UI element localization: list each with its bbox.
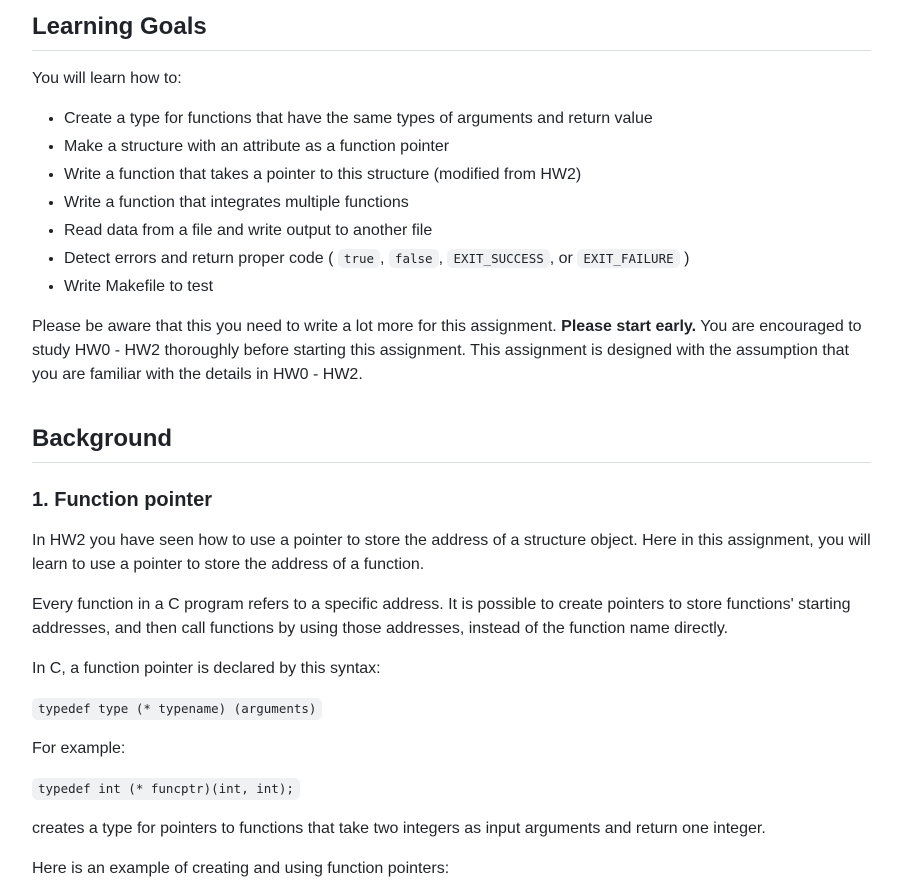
code-line bbox=[32, 777, 871, 801]
list-item-text: Write a function that takes a pointer to this structure (modified from HW2) bbox=[64, 166, 582, 183]
learning-goals-heading: Learning Goals bbox=[32, 0, 871, 51]
paragraph: For example: bbox=[32, 740, 126, 757]
code-line bbox=[32, 697, 871, 721]
list-item-text: Read data from a file and write output to another file bbox=[64, 222, 433, 239]
syntax-code: typedef type (* typename) (arguments) bbox=[32, 698, 322, 720]
separator: , bbox=[438, 250, 448, 267]
assignment-notice bbox=[32, 315, 871, 387]
list-item-prefix: Detect errors and return proper code ( bbox=[64, 250, 334, 267]
list-item bbox=[64, 219, 871, 243]
list-item bbox=[64, 275, 871, 299]
list-item-text: Make a structure with an attribute as a function pointer bbox=[64, 138, 450, 155]
paragraph: In HW2 you have seen how to use a pointer to store the address of a structure object. Here in this assignment, you will learn to use a pointer to store the address of a function. bbox=[32, 532, 871, 573]
code-exit-success: EXIT_SUCCESS bbox=[447, 249, 549, 268]
list-item bbox=[64, 107, 871, 131]
list-item bbox=[64, 191, 871, 215]
code-exit-failure: EXIT_FAILURE bbox=[577, 249, 679, 268]
list-item bbox=[64, 163, 871, 187]
list-item bbox=[64, 247, 871, 271]
example-code: typedef int (* funcptr)(int, int); bbox=[32, 778, 300, 800]
code-false: false bbox=[389, 249, 439, 268]
list-item-text: Write a function that integrates multiple functions bbox=[64, 194, 409, 211]
list-item-text: Write Makefile to test bbox=[64, 278, 214, 295]
learning-goals-list bbox=[32, 107, 871, 299]
paragraph: Every function in a C program refers to a specific address. It is possible to create pointers to store functions' starting addresses, and then call functions by using those addresses, instead of the function name directly. bbox=[32, 596, 851, 637]
notice-text: Please be aware that this you need to write a lot more for this assignment. bbox=[32, 318, 562, 335]
paragraph: In C, a function pointer is declared by this syntax: bbox=[32, 660, 381, 677]
learning-goals-intro: You will learn how to: bbox=[32, 70, 182, 87]
function-pointer-heading: 1. Function pointer bbox=[32, 489, 212, 511]
paragraph: Here is an example of creating and using function pointers: bbox=[32, 860, 450, 877]
list-item bbox=[64, 135, 871, 159]
code-true: true bbox=[338, 249, 380, 268]
separator: , bbox=[380, 250, 389, 267]
background-heading: Background bbox=[32, 412, 871, 463]
notice-text: You are encouraged to study HW0 - HW2 thoroughly before starting this assignment. This assignment is designed with the assumption that you are familiar with the details in HW0 - HW2. bbox=[32, 318, 862, 383]
separator: , or bbox=[549, 250, 578, 267]
paragraph: creates a type for pointers to functions that take two integers as input arguments and return one integer. bbox=[32, 820, 766, 837]
list-item-suffix: ) bbox=[684, 250, 690, 267]
notice-emphasis: Please start early. bbox=[561, 318, 697, 335]
list-item-text: Create a type for functions that have the same types of arguments and return value bbox=[64, 110, 653, 127]
